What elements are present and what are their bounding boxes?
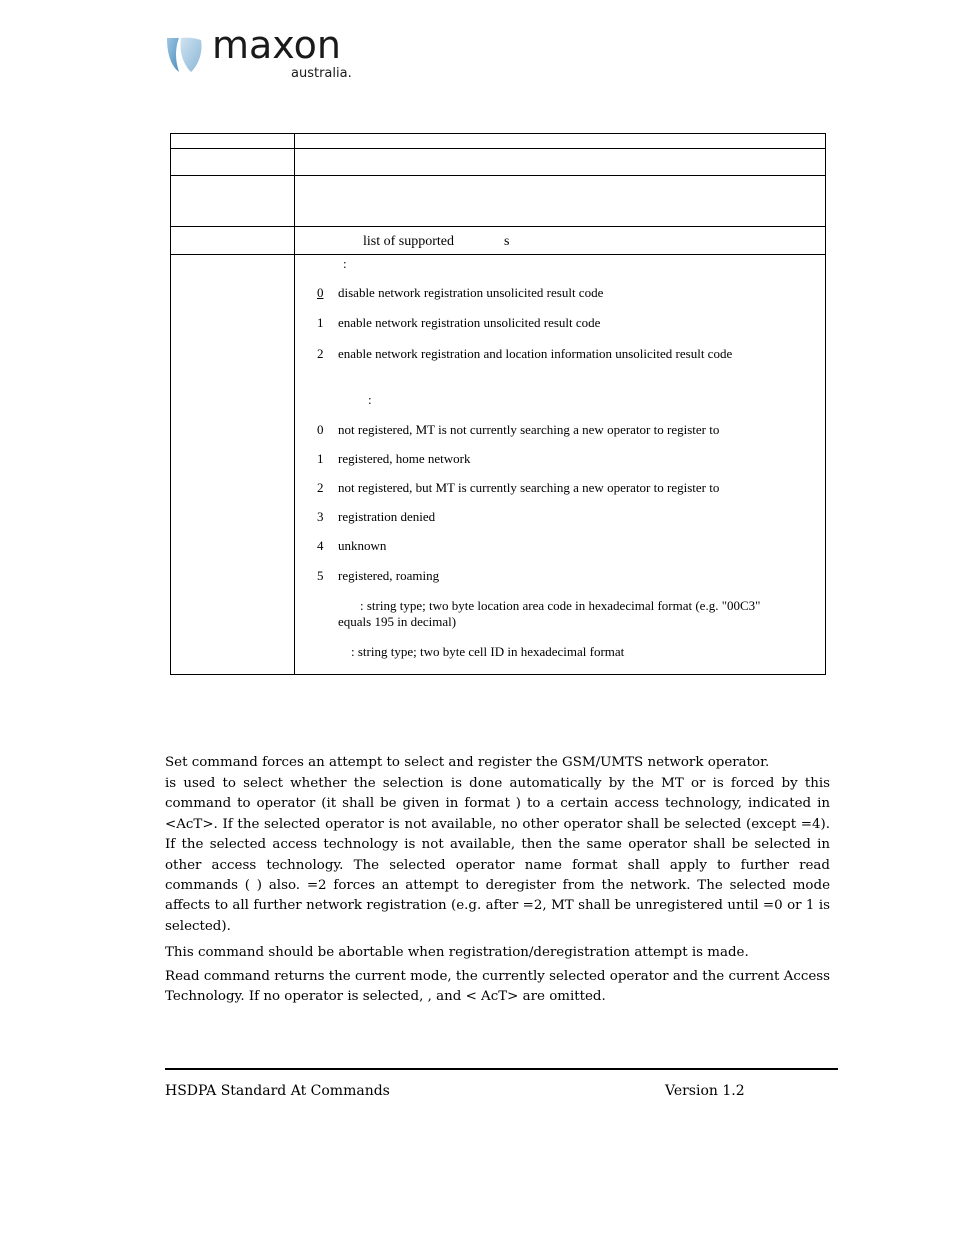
value-number: 1 (317, 315, 324, 330)
paragraph-mode-description (165, 774, 830, 937)
table-cell (295, 149, 826, 176)
supported-suffix: s (504, 234, 510, 249)
value-number: 0 (317, 422, 324, 437)
value-description: not registered, but MT is currently searching a new operator to register to (338, 480, 720, 495)
list-item (317, 285, 603, 301)
table-row (171, 255, 826, 675)
leaf-logo-icon (165, 34, 203, 74)
value-description: enable network registration and location information unsolicited result code (338, 346, 733, 361)
table-cell (171, 176, 295, 227)
value-description: unknown (338, 538, 387, 553)
table-row (171, 227, 826, 255)
table-cell (295, 134, 826, 149)
table-row (171, 149, 826, 176)
list-item (317, 568, 439, 584)
value-description: enable network registration unsolicited result code (338, 315, 601, 330)
value-number: 1 (317, 451, 324, 466)
value-description: not registered, MT is not currently searching a new operator to register to (338, 422, 720, 437)
value-number: 2 (317, 346, 324, 361)
value-description: disable network registration unsolicited result code (338, 285, 604, 300)
list-item (317, 509, 435, 525)
list-item (317, 451, 470, 467)
value-number: 0 (317, 285, 324, 300)
lac-description-line1: : string type; two byte location area code in hexadecimal format (e.g. "00C3" (360, 598, 761, 613)
paragraph-abortable (165, 943, 830, 963)
table-cell (295, 227, 826, 255)
paragraph-text: Read command returns the current mode, the currently selected operator and the current Access Technology. If no operator is selected, , and < AcT> are omitted. (165, 969, 830, 1005)
footer-version: Version 1.2 (665, 1083, 745, 1099)
ci-description: : string type; two byte cell ID in hexadecimal format (351, 644, 625, 659)
value-number: 4 (317, 538, 324, 553)
value-number: 3 (317, 509, 324, 524)
list-item (317, 346, 732, 362)
value-number: 5 (317, 568, 324, 583)
list-item (317, 315, 600, 331)
maxon-logo (165, 23, 365, 84)
value-number: 2 (317, 480, 324, 495)
parameter-table (170, 133, 826, 675)
footer-title: HSDPA Standard At Commands (165, 1083, 390, 1099)
footer-divider (165, 1068, 838, 1070)
table-cell (171, 227, 295, 255)
value-description: registered, home network (338, 451, 471, 466)
list-item (317, 538, 386, 554)
logo-wordmark: maxon (212, 23, 341, 67)
table-cell (171, 149, 295, 176)
list-item (317, 480, 719, 496)
table-cell (295, 255, 826, 675)
stat-param-colon: : (368, 392, 372, 407)
table-row (171, 134, 826, 149)
list-item (317, 422, 719, 438)
paragraph-read-command (165, 967, 830, 1008)
value-description: registered, roaming (338, 568, 440, 583)
supported-label: list of supported (363, 234, 454, 249)
lac-description-line2: equals 195 in decimal) (338, 614, 457, 629)
table-cell (171, 255, 295, 675)
table-cell (171, 134, 295, 149)
paragraph-set-command (165, 753, 830, 773)
paragraph-text: is used to select whether the selection is done automatically by the MT or is forced by this command to operator (it shall be given in format ) to a certain access technology, indicated in <AcT>. If the selected operator is not available, no other operator shall be selected (except =4). If the selected access technology is not available, then the same operator shall be selected in other access technology. The selected operator name format shall apply to further read commands ( ) also. =2 forces an attempt to deregister from the network. The selected mode affects to all further network registration (e.g. after =2, MT shall be unregistered until =0 or 1 is selected). (165, 776, 830, 934)
table-row (171, 176, 826, 227)
n-param-colon: : (343, 256, 347, 271)
paragraph-text: This command should be abortable when registration/deregistration attempt is made. (165, 945, 749, 960)
paragraph-text: Set command forces an attempt to select and register the GSM/UMTS network operator. (165, 755, 770, 770)
value-description: registration denied (338, 509, 436, 524)
logo-subtitle: australia. (291, 66, 352, 81)
table-cell (295, 176, 826, 227)
supported-values-text (363, 234, 510, 250)
